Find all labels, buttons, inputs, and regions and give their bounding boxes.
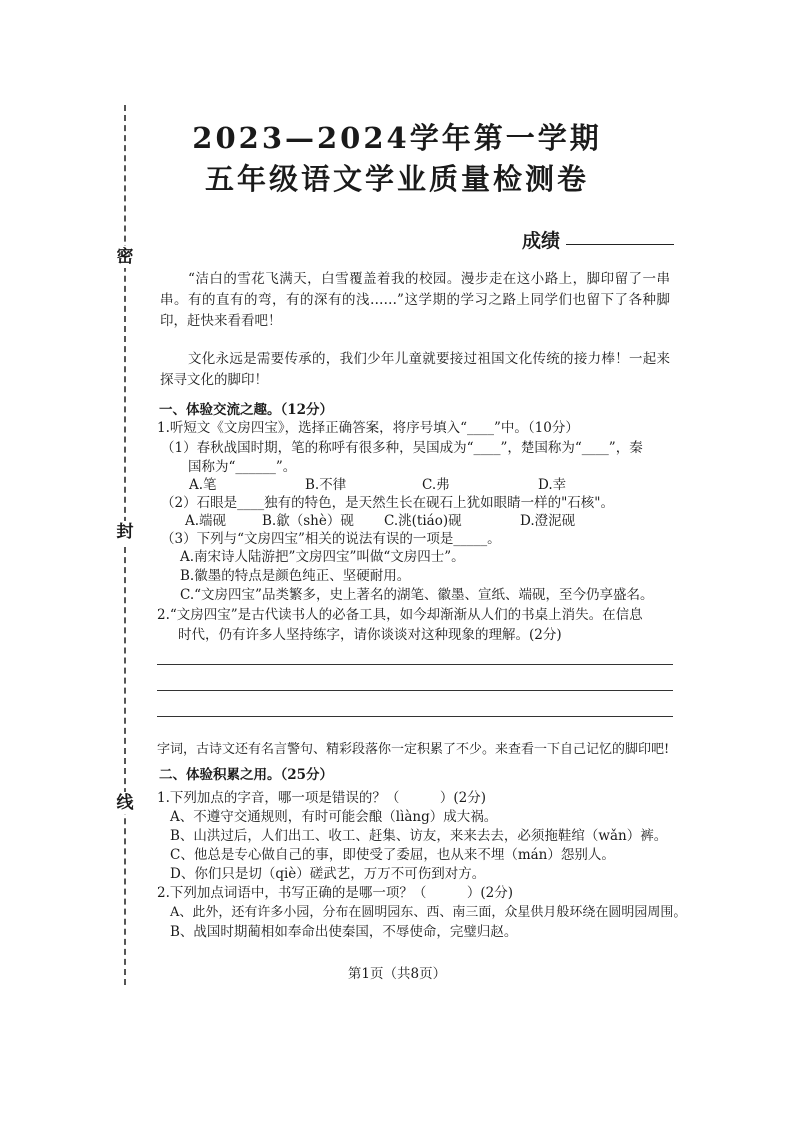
section2-heading: 二、体验积累之用。（25分） (159, 767, 334, 783)
intro-paragraph-1: “洁白的雪花飞满天，白雪覆盖着我的校园。漫步走在这小路上，脚印留了一串串。有的直有的弯，有的深有的浅……”这学期的学习之路上同学们也留下了各种脚印，赶快来看看吧！ (160, 271, 670, 329)
s1-q1-1-cont: 国称为“______”。 (188, 459, 297, 475)
s1-q2-stem-cont: 时代，仍有许多人坚持练字，请你谈谈对这种现象的理解。(2分) (178, 627, 562, 643)
section2-intro: 字词，古诗文还有名言警句、精彩段落你一定积累了不少。来查看一下自己记忆的脚印吧! (157, 742, 670, 757)
s1-q1-3-option-a: A.南宋诗人陆游把”文房四宝”叫做“文房四士”。 (180, 549, 465, 565)
seal-char-xian: 线 (114, 792, 136, 814)
s2-q1-stem: 1.下列加点的字音，哪一项是错误的？（ ）(2分) (157, 790, 487, 806)
answer-line-2[interactable] (157, 690, 673, 691)
s1-q1-stem: 1.听短文《文房四宝》，选择正确答案，将序号填入“____”中。（10分） (157, 420, 579, 436)
score-label: 成绩 (522, 230, 561, 252)
seal-char-feng: 封 (114, 521, 136, 543)
s1-q1-2-option-c: C.洮(tiáo)砚 (384, 513, 462, 529)
s2-q1-option-b: B、山洪过后，人们出工、收工、赶集、访友，来来去去，必须拖鞋绾（wǎn）裤。 (170, 828, 668, 844)
s1-q1-2-option-b: B.歙（shè）砚 (262, 513, 354, 529)
answer-line-1[interactable] (157, 664, 673, 665)
s1-q1-2-option-a: A.端砚 (185, 513, 227, 529)
s1-q1-1-option-d: D.幸 (538, 477, 567, 493)
s2-q2-stem: 2.下列加点词语中，书写正确的是哪一项？（ ）(2分) (157, 885, 514, 901)
s1-q2-stem: 2.“文房四宝”是古代读书人的必备工具，如今却渐渐从人们的书桌上消失。在信息 (157, 607, 643, 623)
s1-q1-1-option-c: C.弗 (422, 477, 450, 493)
s2-q1-option-c: C、他总是专心做自己的事，即使受了委屈，也从来不埋（mán）怨别人。 (170, 847, 615, 863)
seal-char-mi: 密 (114, 246, 136, 268)
s2-q2-option-a: A、此外，还有许多小园，分布在圆明园东、西、南三面，众星供月般环绕在圆明园周围。 (170, 905, 687, 920)
seal-dashed-line (124, 105, 126, 985)
section1-heading: 一、体验交流之趣。（12分） (159, 402, 334, 418)
page-footer: 第1页（共8页） (347, 966, 447, 982)
s1-q1-3: （3）下列与“文房四宝”相关的说法有误的一项是_____。 (161, 531, 501, 547)
s1-q1-3-option-b: B.徽墨的特点是颜色纯正、坚硬耐用。 (180, 568, 411, 584)
intro-paragraph-2: 文化永远是需要传承的，我们少年儿童就要接过祖国文化传统的接力棒！一起来探寻文化的脚印！ (160, 351, 670, 388)
page-title-year: 2023—2024学年第一学期 (192, 121, 602, 155)
s1-q1-1: （1）春秋战国时期，笔的称呼有很多种，吴国成为“____”，楚国称为“____”，秦 (161, 440, 643, 456)
s2-q1-option-a: A、不遵守交通规则，有时可能会酿（lìàng）成大祸。 (170, 809, 498, 825)
answer-line-3[interactable] (157, 716, 673, 717)
s1-q1-1-option-a: A.笔 (189, 477, 217, 493)
s1-q1-2: （2）石眼是____独有的特色，是天然生长在砚石上犹如眼睛一样的"石核"。 (161, 495, 615, 511)
page-title-subject: 五年级语文学业质量检测卷 (204, 162, 589, 196)
s1-q1-1-option-b: B.不律 (305, 477, 347, 493)
score-field[interactable] (566, 244, 674, 245)
s2-q1-option-d: D、你们只是切（qiè）磋武艺，万万不可伤到对方。 (170, 866, 486, 882)
s1-q1-3-option-c: C.“文房四宝”品类繁多，史上著名的湖笔、徽墨、宣纸、端砚，至今仍享盛名。 (180, 587, 654, 603)
s1-q1-2-option-d: D.澄泥砚 (520, 513, 576, 529)
s2-q2-option-b: B、战国时期蔺相如奉命出使秦国，不辱使命，完璧归赵。 (170, 924, 518, 940)
